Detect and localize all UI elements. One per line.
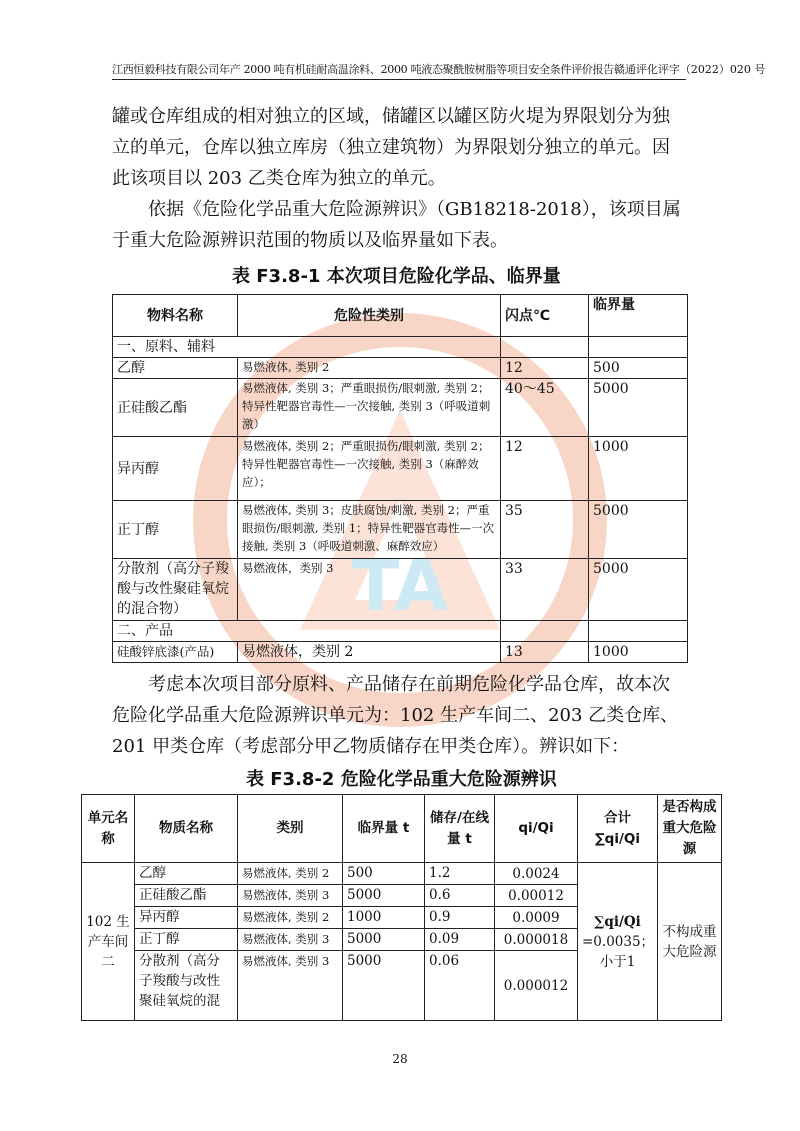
table2-cell-storage: 0.09 xyxy=(425,929,495,951)
table1-section-row xyxy=(113,337,688,358)
table2-cell-storage: 1.2 xyxy=(425,863,495,885)
table1-cell-name: 异丙醇 xyxy=(113,437,238,501)
paragraph-unit-division: 罐或仓库组成的相对独立的区域，储罐区以罐区防火堤为界限划分为独立的单元，仓库以独立库房（独立建筑物）为界限划分独立的单元。因此该项目以 203 乙类仓库为独立的单元。 xyxy=(112,106,670,189)
table2-cell-threshold: 5000 xyxy=(343,951,425,1021)
table-row xyxy=(113,501,688,559)
table2-cell-substance: 正硅酸乙酯 xyxy=(135,885,238,907)
table1-cell-hazard: 易燃液体, 类别 3；严重眼损伤/眼刺激, 类别 2；特异性靶器官毒性—一次接触, 类别 3（呼吸道刺激） xyxy=(238,379,501,437)
table2-cell-storage: 0.6 xyxy=(425,885,495,907)
table1-cell-threshold: 500 xyxy=(589,358,688,379)
header-report-number: 赣通评化评字（2022）020 号 xyxy=(613,63,766,76)
table2-cell-substance: 正丁醇 xyxy=(135,929,238,951)
svg-text:TA: TA xyxy=(351,545,449,627)
table1-cell-name: 正丁醇 xyxy=(113,501,238,559)
page-number: 28 xyxy=(392,1052,408,1066)
table1-header-name: 物料名称 xyxy=(113,295,238,337)
table1-cell-threshold: 5000 xyxy=(589,501,688,559)
table2-cell-ratio: 0.000012 xyxy=(495,951,578,1021)
table2-header-unit: 单元名称 xyxy=(82,795,135,863)
table2-cell-category: 易燃液体, 类别 3 xyxy=(238,951,343,1021)
table-row xyxy=(113,379,688,437)
table1-cell-flash: 13 xyxy=(501,642,589,663)
table2-cell-substance: 异丙醇 xyxy=(135,907,238,929)
table2-cell-category: 易燃液体, 类别 2 xyxy=(238,907,343,929)
table1-cell-flash: 40～45 xyxy=(501,379,589,437)
table2-header-threshold: 临界量 t xyxy=(343,795,425,863)
table2-header-sum: 合计∑qi/Qi xyxy=(578,795,658,863)
table2-cell-threshold: 5000 xyxy=(343,929,425,951)
table2-cell-category: 易燃液体, 类别 3 xyxy=(238,885,343,907)
table1-cell-name: 分散剂（高分子羧酸与改性聚硅氧烷的混合物） xyxy=(113,559,238,621)
table2-sum-cell xyxy=(578,863,658,1021)
table2-header-category: 类别 xyxy=(238,795,343,863)
table-row xyxy=(113,358,688,379)
table1-cell-flash: 35 xyxy=(501,501,589,559)
table2-caption: 表 F3.8-2 危险化学品重大危险源辨识 xyxy=(246,769,557,790)
table2-cell-ratio: 0.0024 xyxy=(495,863,578,885)
table2-cell-category: 易燃液体, 类别 3 xyxy=(238,929,343,951)
table2-major-hazard-result: 不构成重大危险源 xyxy=(658,863,722,1021)
table1-cell-flash: 12 xyxy=(501,437,589,501)
table-row xyxy=(82,863,722,885)
table-row xyxy=(113,437,688,501)
table2-cell-threshold: 1000 xyxy=(343,907,425,929)
table1-cell-hazard: 易燃液体, 类别 3；皮肤腐蚀/刺激, 类别 2；严重眼损伤/眼刺激, 类别 1；特异性靶器官毒性—一次接触, 类别 3（呼吸道刺激、麻醉效应） xyxy=(238,501,501,559)
table-row xyxy=(113,559,688,621)
table2-cell-substance: 乙醇 xyxy=(135,863,238,885)
table2-header-major: 是否构成重大危险源 xyxy=(658,795,722,863)
table-row xyxy=(113,642,688,663)
table1-cell-hazard: 易燃液体，类别 2 xyxy=(238,642,501,663)
header-report-title: 江西恒毅科技有限公司年产 2000 吨有机硅耐高温涂料、2000 吨液态聚酰胺树脂等项目安全条件评价报告 xyxy=(112,63,614,76)
table1-cell-name: 正硅酸乙酯 xyxy=(113,379,238,437)
paragraph-identification-basis: 依据《危险化学品重大危险源辨识》（GB18218-2018），该项目属于重大危险源辨识范围的物质以及临界量如下表。 xyxy=(112,199,681,251)
table1-header-flash: 闪点℃ xyxy=(501,295,589,337)
table1-section-raw-materials: 一、原料、辅料 xyxy=(113,337,501,358)
table2-cell-storage: 0.06 xyxy=(425,951,495,1021)
hazardous-chemicals-threshold-table xyxy=(112,294,688,663)
table1-cell-hazard: 易燃液体, 类别 2 xyxy=(238,358,501,379)
table2-sum-comparison: 小于1 xyxy=(599,953,636,970)
table2-cell-ratio: 0.000018 xyxy=(495,929,578,951)
table1-cell-hazard: 易燃液体，类别 3 xyxy=(238,559,501,621)
table1-header-threshold: 临界量 xyxy=(589,295,688,337)
table2-cell-storage: 0.9 xyxy=(425,907,495,929)
table2-sum-label: ∑qi/Qi xyxy=(594,913,641,930)
table1-cell-threshold: 1000 xyxy=(589,437,688,501)
table1-caption: 表 F3.8-1 本次项目危险化学品、临界量 xyxy=(232,266,561,287)
table2-cell-threshold: 500 xyxy=(343,863,425,885)
paragraph-identification-units: 考虑本次项目部分原料、产品储存在前期危险化学品仓库，故本次危险化学品重大危险源辨识单元为：102 生产车间二、203 乙类仓库、201 甲类仓库（考虑部分甲乙物质储存在甲类仓库）。辨识如下： xyxy=(112,674,679,757)
table1-cell-threshold: 5000 xyxy=(589,559,688,621)
table1-section-products: 二、产品 xyxy=(113,621,501,642)
table1-cell-flash: 33 xyxy=(501,559,589,621)
table1-cell-threshold: 1000 xyxy=(589,642,688,663)
table1-cell-hazard: 易燃液体, 类别 2；严重眼损伤/眼刺激, 类别 2；特异性靶器官毒性—一次接触, 类别 3（麻醉效应）； xyxy=(238,437,501,501)
table1-header-hazard: 危险性类别 xyxy=(238,295,501,337)
table2-sum-equation: =0.0035； xyxy=(582,933,655,950)
table1-section-row xyxy=(113,621,688,642)
table2-header-substance: 物质名称 xyxy=(135,795,238,863)
table2-header-storage: 储存/在线量 t xyxy=(425,795,495,863)
table2-cell-ratio: 0.0009 xyxy=(495,907,578,929)
page-header xyxy=(112,55,766,80)
table1-cell-flash: 12 xyxy=(501,358,589,379)
table2-cell-ratio: 0.00012 xyxy=(495,885,578,907)
table2-unit-name: 102 生产车间二 xyxy=(82,863,135,1021)
major-hazard-identification-table xyxy=(81,794,722,1021)
table2-cell-threshold: 5000 xyxy=(343,885,425,907)
table2-header-ratio: qi/Qi xyxy=(495,795,578,863)
table1-cell-threshold: 5000 xyxy=(589,379,688,437)
table1-cell-name: 硅酸锌底漆(产品) xyxy=(113,642,238,663)
table1-header-row xyxy=(113,295,688,337)
table1-cell-name: 乙醇 xyxy=(113,358,238,379)
table2-cell-category: 易燃液体, 类别 2 xyxy=(238,863,343,885)
table2-cell-substance: 分散剂（高分子羧酸与改性聚硅氧烷的混 xyxy=(135,951,238,1021)
table2-header-row xyxy=(82,795,722,863)
